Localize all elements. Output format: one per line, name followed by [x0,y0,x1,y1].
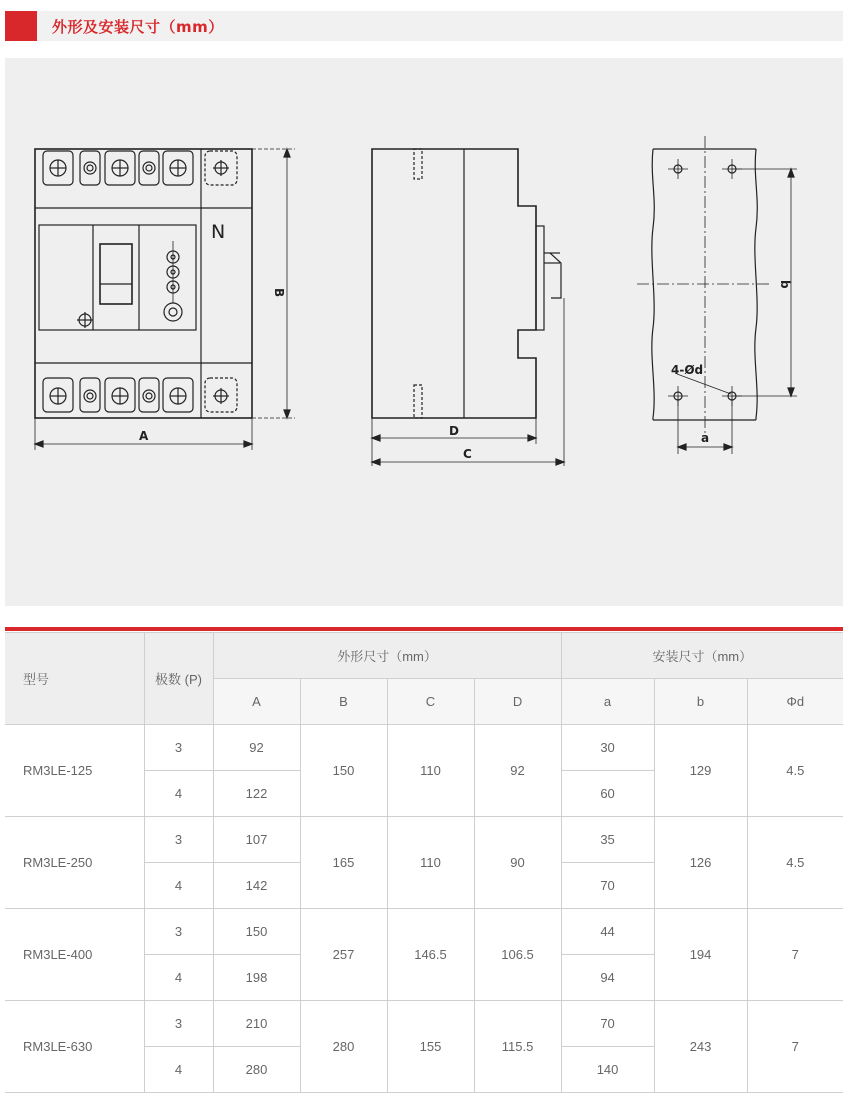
model-cell: RM3LE-630 [5,1001,144,1093]
poles-cell: 4 [144,1047,213,1093]
a-cell: 44 [561,909,654,955]
poles-cell: 4 [144,863,213,909]
top-terminal-row [43,151,193,185]
model-cell: RM3LE-400 [5,909,144,1001]
A-cell: 198 [213,955,300,1001]
d-cell: 7 [747,909,843,1001]
label-hole: 4-Ød [671,363,704,377]
header-model: 型号 [5,633,144,725]
section-marker [5,11,37,41]
A-cell: 280 [213,1047,300,1093]
header-A: A [213,679,300,725]
side-view [372,149,564,466]
a-cell: 30 [561,725,654,771]
a-cell: 70 [561,1001,654,1047]
table-row [5,909,843,955]
label-N: N [211,221,226,243]
D-cell: 106.5 [474,909,561,1001]
label-A: A [139,429,149,443]
b-cell: 243 [654,1001,747,1093]
C-cell: 155 [387,1001,474,1093]
C-cell: 146.5 [387,909,474,1001]
front-view [35,149,295,450]
poles-cell: 4 [144,955,213,1001]
a-cell: 35 [561,817,654,863]
a-cell: 140 [561,1047,654,1093]
b-cell: 129 [654,725,747,817]
label-C: C [463,447,472,461]
poles-cell: 3 [144,725,213,771]
poles-cell: 3 [144,909,213,955]
C-cell: 110 [387,725,474,817]
label-D: D [449,424,459,438]
B-cell: 280 [300,1001,387,1093]
header-mount: 安装尺寸（mm） [561,633,843,679]
A-cell: 122 [213,771,300,817]
C-cell: 110 [387,817,474,909]
header-poles: 极数 (P) [144,633,213,725]
mounting-plate-view [637,136,797,454]
header-outline: 外形尺寸（mm） [213,633,561,679]
B-cell: 257 [300,909,387,1001]
model-cell: RM3LE-125 [5,725,144,817]
dimension-drawing-panel [5,58,843,606]
a-cell: 60 [561,771,654,817]
model-cell: RM3LE-250 [5,817,144,909]
D-cell: 90 [474,817,561,909]
table-row [5,1001,843,1047]
b-cell: 194 [654,909,747,1001]
header-B: B [300,679,387,725]
label-b: b [778,280,792,289]
section-title: 外形及安装尺寸（mm） [52,18,224,36]
header-D: D [474,679,561,725]
label-B: B [272,288,286,298]
A-cell: 150 [213,909,300,955]
header-b: b [654,679,747,725]
B-cell: 165 [300,817,387,909]
table-row [5,725,843,771]
A-cell: 210 [213,1001,300,1047]
poles-cell: 4 [144,771,213,817]
table-row [5,817,843,863]
D-cell: 92 [474,725,561,817]
table-header-row [5,633,843,679]
a-cell: 94 [561,955,654,1001]
bottom-terminal-row [43,378,193,412]
A-cell: 142 [213,863,300,909]
b-cell: 126 [654,817,747,909]
A-cell: 107 [213,817,300,863]
section-header [5,11,843,41]
poles-cell: 3 [144,817,213,863]
dimension-drawings [5,58,843,606]
header-C: C [387,679,474,725]
label-a: a [701,431,710,445]
poles-cell: 3 [144,1001,213,1047]
a-cell: 70 [561,863,654,909]
B-cell: 150 [300,725,387,817]
header-a: a [561,679,654,725]
d-cell: 4.5 [747,817,843,909]
d-cell: 4.5 [747,725,843,817]
neutral-pole-terminals [205,151,237,412]
A-cell: 92 [213,725,300,771]
dimension-table [5,632,843,1093]
D-cell: 115.5 [474,1001,561,1093]
d-cell: 7 [747,1001,843,1093]
table-top-rule [5,627,843,631]
header-d: Φd [747,679,843,725]
